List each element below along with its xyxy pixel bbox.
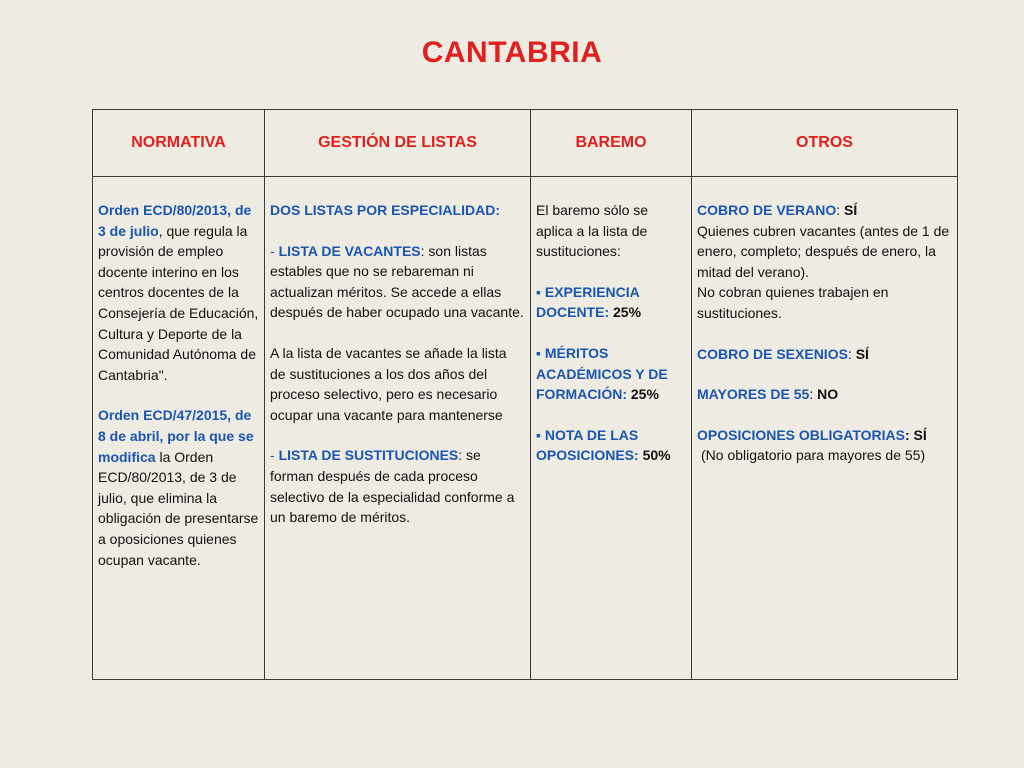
baremo-item-experiencia	[536, 282, 686, 323]
lista-sustituciones-item	[270, 445, 525, 527]
lista-vacantes-item	[270, 241, 525, 323]
cobro-verano-text-2: No cobran quienes trabajen en sustituciones.	[697, 284, 889, 321]
cell-baremo	[531, 177, 692, 680]
content-row	[93, 177, 958, 680]
header-normativa: NORMATIVA	[93, 110, 265, 177]
normativa-p2-line2: ECD/80/2013, de 3 de julio, que elimina la obligación de presentarse a oposiciones quienes ocupan vacante.	[98, 469, 259, 568]
header-baremo: BAREMO	[531, 110, 692, 177]
cobro-sexenios-value: SÍ	[855, 345, 869, 362]
cobro-verano-value: SÍ	[844, 202, 858, 218]
oposiciones-obligatorias-line	[697, 425, 952, 446]
normativa-paragraph-1	[98, 200, 259, 262]
cell-normativa	[93, 177, 265, 680]
square-bullet-icon: ▪	[536, 344, 541, 361]
cobro-sexenios-colon: :	[847, 345, 852, 362]
cobro-verano-colon: :	[836, 202, 841, 218]
page-title: CANTABRIA	[421, 36, 603, 69]
experiencia-label: EXPERIENCIA DOCENTE:	[536, 283, 640, 321]
normativa-p1-line2: docente interino en los centros docentes de la Consejería de Educación,	[98, 263, 259, 321]
mayores-55-label: MAYORES DE 55	[697, 386, 810, 403]
normativa-p1-line3: Cultura y Deporte de la Comunidad Autónoma de Cantabria".	[98, 325, 256, 383]
lista-vacantes-label: LISTA DE VACANTES	[278, 242, 421, 259]
normativa-paragraph-2	[98, 405, 259, 467]
lista-vacantes-text: : son listas estables que no se rebareman ni actualizan méritos. Se accede a ellas después de haber ocupado una vacante.	[270, 242, 524, 321]
oposiciones-note: (No obligatorio para mayores de 55)	[701, 447, 926, 464]
gestion-paragraph: A la lista de vacantes se añade la lista de sustituciones a los dos años del proceso selectivo, pero es necesario ocupar una vacante para mantenerse	[270, 344, 507, 423]
header-gestion-listas: GESTIÓN DE LISTAS	[265, 110, 531, 177]
item1-prefix: -	[270, 242, 279, 259]
meritos-value: 25%	[630, 386, 659, 403]
orden-47-2015-link[interactable]: Orden ECD/47/2015, de 8 de abril, por la que se modifica	[98, 407, 254, 465]
comparison-table	[92, 109, 958, 680]
baremo-intro: El baremo sólo se aplica a la lista de sustituciones:	[536, 202, 649, 260]
orden-80-2013-link[interactable]: Orden ECD/80/2013, de 3 de julio	[98, 202, 252, 239]
header-row	[93, 110, 958, 177]
lista-sustituciones-text: : se forman después de cada proceso selectivo de la especialidad conforme a un baremo de méritos.	[270, 447, 515, 526]
oposiciones-obligatorias-colon: :	[904, 426, 910, 443]
baremo-item-oposiciones	[536, 425, 686, 466]
oposiciones-obligatorias-label: OPOSICIONES OBLIGATORIAS	[697, 426, 905, 443]
mayores-55-colon: :	[809, 386, 814, 403]
cobro-verano-label: COBRO DE VERANO	[697, 202, 837, 218]
nota-oposiciones-value: 50%	[642, 447, 671, 464]
meritos-label: MÉRITOS ACADÉMICOS Y DE FORMACIÓN:	[536, 344, 668, 403]
oposiciones-obligatorias-value: SÍ	[913, 426, 927, 443]
cobro-sexenios-line	[697, 344, 952, 365]
cobro-verano-line	[697, 200, 952, 221]
normativa-p2-rest: la Orden	[155, 448, 214, 465]
cell-gestion-listas	[265, 177, 531, 680]
square-bullet-icon: ▪	[536, 283, 541, 300]
cobro-sexenios-label: COBRO DE SEXENIOS	[697, 345, 848, 362]
cell-otros	[692, 177, 958, 680]
mayores-55-line	[697, 384, 952, 405]
experiencia-value: 25%	[613, 304, 642, 321]
square-bullet-icon: ▪	[536, 426, 541, 443]
lista-sustituciones-label: LISTA DE SUSTITUCIONES	[278, 447, 459, 464]
item2-prefix: -	[270, 447, 279, 464]
nota-oposiciones-label: NOTA DE LAS OPOSICIONES:	[536, 426, 639, 464]
mayores-55-value: NO	[817, 386, 839, 403]
cobro-verano-text: Quienes cubren vacantes (antes de 1 de enero, completo; después de enero, la mitad del verano).	[697, 222, 950, 280]
gestion-heading: DOS LISTAS POR ESPECIALIDAD:	[270, 202, 500, 218]
baremo-item-meritos	[536, 343, 686, 405]
header-otros: OTROS	[692, 110, 958, 177]
normativa-p1-rest: , que regula la provisión de empleo	[98, 222, 248, 260]
